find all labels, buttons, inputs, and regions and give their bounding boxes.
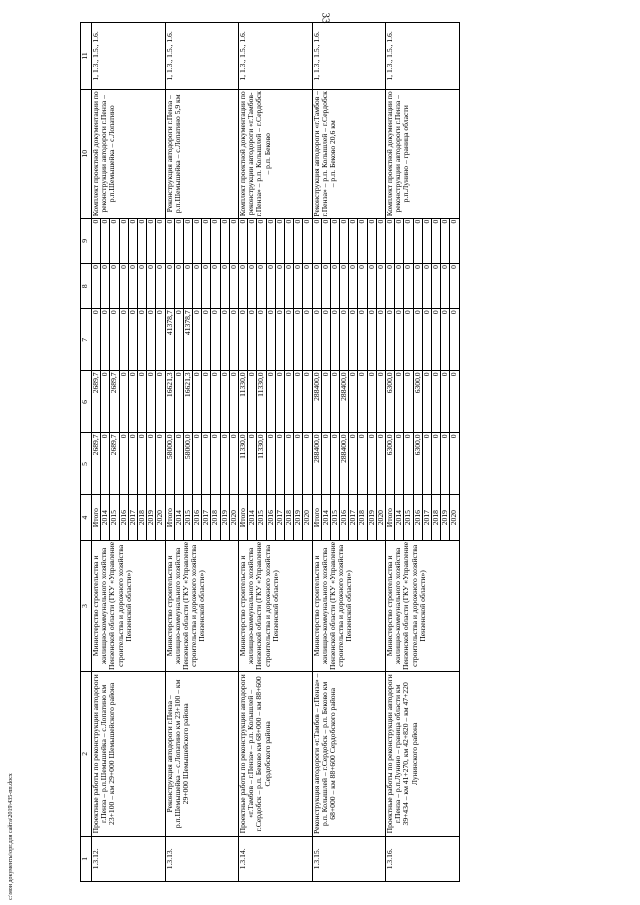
value-federal: 0 bbox=[128, 309, 137, 371]
value-local: 0 bbox=[165, 264, 174, 309]
value-total: 0 bbox=[376, 433, 385, 495]
value-regional: 0 bbox=[174, 371, 183, 433]
value-federal: 0 bbox=[174, 309, 183, 371]
value-regional: 0 bbox=[101, 371, 110, 433]
value-local: 0 bbox=[119, 264, 128, 309]
header-col-6: 6 bbox=[81, 371, 92, 433]
value-federal: 0 bbox=[101, 309, 110, 371]
value-other: 0 bbox=[165, 218, 174, 263]
header-col-8: 8 bbox=[81, 264, 92, 309]
rotated-table-area bbox=[80, 22, 560, 882]
value-regional: 0 bbox=[395, 371, 404, 433]
measure-work: Проектные работы по реконструкции автодороги «г.Тамбов – г.Пенза» – р.п. Колышлей – г.Сердобск – р.п. Беково км 68+000 – км 88+600 Сердобского района bbox=[239, 672, 313, 837]
value-total: 0 bbox=[220, 433, 229, 495]
value-federal: 0 bbox=[358, 309, 367, 371]
year-cell: 2018 bbox=[284, 495, 293, 540]
value-local: 0 bbox=[340, 264, 349, 309]
value-local: 0 bbox=[413, 264, 422, 309]
value-other: 0 bbox=[266, 218, 275, 263]
value-other: 0 bbox=[220, 218, 229, 263]
value-other: 0 bbox=[404, 218, 413, 263]
value-federal: 0 bbox=[312, 309, 321, 371]
year-cell: 2014 bbox=[101, 495, 110, 540]
year-cell: 2015 bbox=[183, 495, 192, 540]
measure-id: 1.3.16. bbox=[386, 836, 460, 881]
measure-result: Реконструкция автодороги «г.Тамбов – г.Пенза» – р.п. Колышлей – г.Сердобск – р.п. Беково 20,6 км bbox=[312, 89, 386, 218]
value-other: 0 bbox=[340, 218, 349, 263]
year-cell: Итого bbox=[165, 495, 174, 540]
header-col-9: 9 bbox=[81, 218, 92, 263]
value-total: 0 bbox=[202, 433, 211, 495]
measure-executor: Министерство строительства и жилищно-коммунального хозяйства Пензенской области (ГКУ «Управление строительства и дорожного хозяйства Пензенской области») bbox=[312, 540, 386, 671]
value-federal: 0 bbox=[193, 309, 202, 371]
value-local: 0 bbox=[330, 264, 339, 309]
value-federal: 0 bbox=[137, 309, 146, 371]
value-total: 0 bbox=[284, 433, 293, 495]
table-row bbox=[92, 23, 101, 882]
value-federal: 0 bbox=[413, 309, 422, 371]
measure-id: 1.3.12. bbox=[92, 836, 166, 881]
value-local: 0 bbox=[156, 264, 165, 309]
year-cell: 2018 bbox=[211, 495, 220, 540]
year-cell: 2016 bbox=[193, 495, 202, 540]
header-col-10: 10 bbox=[81, 89, 92, 218]
value-regional: 6300,0 bbox=[386, 371, 395, 433]
value-other: 0 bbox=[376, 218, 385, 263]
year-cell: 2015 bbox=[110, 495, 119, 540]
value-federal: 0 bbox=[431, 309, 440, 371]
value-regional: 0 bbox=[119, 371, 128, 433]
table-row bbox=[239, 23, 248, 882]
year-cell: 2019 bbox=[220, 495, 229, 540]
value-local: 0 bbox=[239, 264, 248, 309]
value-local: 0 bbox=[202, 264, 211, 309]
value-local: 0 bbox=[128, 264, 137, 309]
value-federal: 0 bbox=[294, 309, 303, 371]
value-other: 0 bbox=[128, 218, 137, 263]
value-federal: 0 bbox=[303, 309, 312, 371]
year-cell: Итого bbox=[92, 495, 101, 540]
value-federal: 0 bbox=[376, 309, 385, 371]
value-local: 0 bbox=[386, 264, 395, 309]
measure-id: 1.3.13. bbox=[165, 836, 239, 881]
value-total: 0 bbox=[431, 433, 440, 495]
value-regional: 288400,0 bbox=[312, 371, 321, 433]
value-total: 0 bbox=[147, 433, 156, 495]
value-regional: 0 bbox=[248, 371, 257, 433]
value-federal: 0 bbox=[349, 309, 358, 371]
value-other: 0 bbox=[174, 218, 183, 263]
value-other: 0 bbox=[239, 218, 248, 263]
value-federal: 0 bbox=[395, 309, 404, 371]
value-local: 0 bbox=[193, 264, 202, 309]
value-other: 0 bbox=[422, 218, 431, 263]
value-regional: 0 bbox=[358, 371, 367, 433]
value-local: 0 bbox=[229, 264, 238, 309]
header-col-1: 1 bbox=[81, 836, 92, 881]
measure-executor: Министерство строительства и жилищно-коммунального хозяйства Пензенской области (ГКУ «Управление строительства и дорожного хозяйства Пензенской области») bbox=[165, 540, 239, 671]
value-regional: 288400,0 bbox=[340, 371, 349, 433]
value-total: 0 bbox=[303, 433, 312, 495]
year-cell: 2017 bbox=[202, 495, 211, 540]
value-federal: 0 bbox=[257, 309, 266, 371]
value-total: 0 bbox=[275, 433, 284, 495]
value-federal: 0 bbox=[156, 309, 165, 371]
year-cell: 2017 bbox=[128, 495, 137, 540]
year-cell: 2019 bbox=[441, 495, 450, 540]
year-cell: Итого bbox=[386, 495, 395, 540]
value-other: 0 bbox=[101, 218, 110, 263]
value-other: 0 bbox=[312, 218, 321, 263]
value-other: 0 bbox=[321, 218, 330, 263]
value-local: 0 bbox=[101, 264, 110, 309]
value-local: 0 bbox=[284, 264, 293, 309]
year-cell: 2017 bbox=[349, 495, 358, 540]
year-cell: 2015 bbox=[404, 495, 413, 540]
value-other: 0 bbox=[367, 218, 376, 263]
year-cell: 2018 bbox=[137, 495, 146, 540]
value-total: 0 bbox=[156, 433, 165, 495]
year-cell: 2015 bbox=[330, 495, 339, 540]
value-local: 0 bbox=[367, 264, 376, 309]
value-local: 0 bbox=[450, 264, 459, 309]
value-total: 0 bbox=[358, 433, 367, 495]
value-other: 0 bbox=[211, 218, 220, 263]
value-local: 0 bbox=[358, 264, 367, 309]
value-federal: 0 bbox=[211, 309, 220, 371]
value-total: 0 bbox=[229, 433, 238, 495]
value-regional: 0 bbox=[349, 371, 358, 433]
value-other: 0 bbox=[202, 218, 211, 263]
value-regional: 0 bbox=[404, 371, 413, 433]
value-local: 0 bbox=[294, 264, 303, 309]
value-other: 0 bbox=[183, 218, 192, 263]
year-cell: 2017 bbox=[275, 495, 284, 540]
value-regional: 0 bbox=[193, 371, 202, 433]
value-federal: 0 bbox=[220, 309, 229, 371]
value-total: 11330,0 bbox=[239, 433, 248, 495]
value-local: 0 bbox=[303, 264, 312, 309]
measure-work: Реконструкция автодороги «г.Тамбов – г.Пенза» – р.п. Колышлей – г.Сердобск – р.п. Беково км 68+000 – км 88+600 Сердобского района bbox=[312, 672, 386, 837]
value-regional: 2689,7 bbox=[110, 371, 119, 433]
measure-indicators: 1, 1.3., 1.5., 1.6. bbox=[165, 23, 239, 90]
value-total: 288400,0 bbox=[312, 433, 321, 495]
value-other: 0 bbox=[257, 218, 266, 263]
value-local: 0 bbox=[321, 264, 330, 309]
table-body bbox=[92, 23, 460, 882]
measure-result: Комплект проектной документации по реконструкции автодороги «г.Тамбов-г.Пенза» – р.п. Колышлей – г.Сердобск – р.п. Беково bbox=[239, 89, 313, 218]
measure-result: Комплект проектной документации по реконструкции автодороги г.Пенза – р.п.Лунино – граница области bbox=[386, 89, 460, 218]
value-other: 0 bbox=[330, 218, 339, 263]
value-regional: 0 bbox=[376, 371, 385, 433]
measure-result: Комплект проектной документации по реконструкции автодороги г.Пенза – р.п.Шемышейка – с.Лопатино bbox=[92, 89, 166, 218]
value-local: 0 bbox=[312, 264, 321, 309]
year-cell: 2014 bbox=[321, 495, 330, 540]
value-total: 0 bbox=[193, 433, 202, 495]
value-total: 11330,0 bbox=[257, 433, 266, 495]
value-other: 0 bbox=[450, 218, 459, 263]
measure-indicators: 1, 1.3., 1.5., 1.6. bbox=[386, 23, 460, 90]
value-other: 0 bbox=[193, 218, 202, 263]
header-col-3: 3 bbox=[81, 540, 92, 671]
header-col-7: 7 bbox=[81, 309, 92, 371]
value-local: 0 bbox=[376, 264, 385, 309]
value-federal: 0 bbox=[110, 309, 119, 371]
year-cell: 2014 bbox=[395, 495, 404, 540]
value-federal: 0 bbox=[321, 309, 330, 371]
year-cell: 2020 bbox=[156, 495, 165, 540]
value-regional: 0 bbox=[422, 371, 431, 433]
measure-id: 1.3.15. bbox=[312, 836, 386, 881]
value-other: 0 bbox=[110, 218, 119, 263]
year-cell: 2019 bbox=[147, 495, 156, 540]
value-local: 0 bbox=[422, 264, 431, 309]
value-regional: 0 bbox=[156, 371, 165, 433]
value-regional: 6300,0 bbox=[413, 371, 422, 433]
value-regional: 16621,3 bbox=[183, 371, 192, 433]
year-cell: 2015 bbox=[257, 495, 266, 540]
value-local: 0 bbox=[248, 264, 257, 309]
year-cell: 2018 bbox=[358, 495, 367, 540]
value-local: 0 bbox=[349, 264, 358, 309]
year-cell: 2020 bbox=[450, 495, 459, 540]
table-row bbox=[312, 23, 321, 882]
value-total: 2689,7 bbox=[110, 433, 119, 495]
value-local: 0 bbox=[110, 264, 119, 309]
value-other: 0 bbox=[137, 218, 146, 263]
value-other: 0 bbox=[349, 218, 358, 263]
measure-indicators: 1, 1.3., 1.5., 1.6. bbox=[312, 23, 386, 90]
value-regional: 0 bbox=[330, 371, 339, 433]
value-local: 0 bbox=[431, 264, 440, 309]
value-total: 0 bbox=[422, 433, 431, 495]
year-cell: 2016 bbox=[340, 495, 349, 540]
value-regional: 0 bbox=[229, 371, 238, 433]
value-federal: 0 bbox=[147, 309, 156, 371]
value-total: 0 bbox=[404, 433, 413, 495]
value-local: 0 bbox=[211, 264, 220, 309]
year-cell: 2020 bbox=[229, 495, 238, 540]
value-local: 0 bbox=[183, 264, 192, 309]
value-other: 0 bbox=[275, 218, 284, 263]
value-total: 6300,0 bbox=[386, 433, 395, 495]
value-regional: 0 bbox=[450, 371, 459, 433]
measure-indicators: 1, 1.3., 1.5., 1.6. bbox=[92, 23, 166, 90]
value-local: 0 bbox=[174, 264, 183, 309]
value-total: 0 bbox=[174, 433, 183, 495]
year-cell: 2019 bbox=[367, 495, 376, 540]
value-federal: 0 bbox=[266, 309, 275, 371]
value-total: 2689,7 bbox=[92, 433, 101, 495]
year-cell: 2020 bbox=[303, 495, 312, 540]
value-total: 6300,0 bbox=[413, 433, 422, 495]
value-regional: 0 bbox=[128, 371, 137, 433]
table-row bbox=[386, 23, 395, 882]
header-col-4: 4 bbox=[81, 495, 92, 540]
value-local: 0 bbox=[147, 264, 156, 309]
value-other: 0 bbox=[284, 218, 293, 263]
value-total: 0 bbox=[367, 433, 376, 495]
value-local: 0 bbox=[441, 264, 450, 309]
measure-id: 1.3.14. bbox=[239, 836, 313, 881]
year-cell: 2019 bbox=[294, 495, 303, 540]
program-table bbox=[80, 22, 460, 882]
value-regional: 0 bbox=[431, 371, 440, 433]
value-regional: 0 bbox=[321, 371, 330, 433]
value-total: 0 bbox=[349, 433, 358, 495]
measure-result: Реконструкция автодороги г.Пенза – р.п.Шемышейка – с.Лопатино 5,9 км bbox=[165, 89, 239, 218]
year-cell: 2014 bbox=[248, 495, 257, 540]
year-cell: 2016 bbox=[266, 495, 275, 540]
value-total: 288400,0 bbox=[340, 433, 349, 495]
value-federal: 0 bbox=[441, 309, 450, 371]
value-total: 0 bbox=[266, 433, 275, 495]
value-federal: 0 bbox=[119, 309, 128, 371]
value-regional: 0 bbox=[284, 371, 293, 433]
value-regional: 0 bbox=[202, 371, 211, 433]
value-federal: 0 bbox=[229, 309, 238, 371]
page-number: 33 bbox=[319, 12, 332, 24]
measure-work: Проектные работы по реконструкции автодороги г.Пенза – р.п.Лунино – граница области км 39+434 – км 41+270, км 42+820 – км 47+220 Лунинского района bbox=[386, 672, 460, 837]
value-federal: 0 bbox=[367, 309, 376, 371]
value-other: 0 bbox=[386, 218, 395, 263]
header-col-11: 11 bbox=[81, 23, 92, 90]
year-cell: Итого bbox=[239, 495, 248, 540]
value-local: 0 bbox=[266, 264, 275, 309]
value-local: 0 bbox=[275, 264, 284, 309]
year-cell: Итого bbox=[312, 495, 321, 540]
value-federal: 0 bbox=[330, 309, 339, 371]
measure-work: Проектные работы по реконструкции автодороги г.Пенза – р.п.Шемышейка – с.Лопатино км 23+100 – км 29+000 Шемышейского района bbox=[92, 672, 166, 837]
year-cell: 2020 bbox=[376, 495, 385, 540]
value-regional: 11330,0 bbox=[257, 371, 266, 433]
value-local: 0 bbox=[404, 264, 413, 309]
value-total: 58000,0 bbox=[165, 433, 174, 495]
value-other: 0 bbox=[229, 218, 238, 263]
value-total: 0 bbox=[330, 433, 339, 495]
value-federal: 0 bbox=[239, 309, 248, 371]
value-regional: 0 bbox=[294, 371, 303, 433]
value-federal: 0 bbox=[284, 309, 293, 371]
value-other: 0 bbox=[248, 218, 257, 263]
table-row bbox=[165, 23, 174, 882]
year-cell: 2018 bbox=[431, 495, 440, 540]
value-other: 0 bbox=[156, 218, 165, 263]
value-regional: 0 bbox=[220, 371, 229, 433]
measure-executor: Министерство строительства и жилищно-коммунального хозяйства Пензенской области (ГКУ «Управление строительства и дорожного хозяйства Пензенской области») bbox=[92, 540, 166, 671]
value-other: 0 bbox=[303, 218, 312, 263]
value-total: 0 bbox=[211, 433, 220, 495]
value-total: 0 bbox=[128, 433, 137, 495]
value-federal: 41378,7 bbox=[183, 309, 192, 371]
value-other: 0 bbox=[413, 218, 422, 263]
value-local: 0 bbox=[395, 264, 404, 309]
year-cell: 2016 bbox=[413, 495, 422, 540]
value-other: 0 bbox=[294, 218, 303, 263]
value-local: 0 bbox=[137, 264, 146, 309]
value-federal: 0 bbox=[422, 309, 431, 371]
value-local: 0 bbox=[257, 264, 266, 309]
value-federal: 0 bbox=[404, 309, 413, 371]
value-total: 0 bbox=[395, 433, 404, 495]
value-total: 0 bbox=[137, 433, 146, 495]
value-regional: 0 bbox=[441, 371, 450, 433]
value-federal: 0 bbox=[386, 309, 395, 371]
value-federal: 0 bbox=[202, 309, 211, 371]
year-cell: 2014 bbox=[174, 495, 183, 540]
value-total: 0 bbox=[248, 433, 257, 495]
value-federal: 0 bbox=[340, 309, 349, 371]
value-other: 0 bbox=[119, 218, 128, 263]
value-total: 0 bbox=[101, 433, 110, 495]
value-federal: 0 bbox=[275, 309, 284, 371]
header-col-2: 2 bbox=[81, 672, 92, 837]
value-federal: 41378,7 bbox=[165, 309, 174, 371]
table-rotation-wrapper bbox=[80, 22, 560, 882]
value-total: 0 bbox=[450, 433, 459, 495]
measure-work: Реконструкция автодороги г.Пенза – р.п.Шемышейка – с.Лопатино км 23+100 – км 29+000 Шемышейского района bbox=[165, 672, 239, 837]
value-regional: 0 bbox=[266, 371, 275, 433]
value-other: 0 bbox=[395, 218, 404, 263]
value-local: 0 bbox=[92, 264, 101, 309]
value-regional: 0 bbox=[137, 371, 146, 433]
value-other: 0 bbox=[92, 218, 101, 263]
measure-executor: Министерство строительства и жилищно-коммунального хозяйства Пензенской области (ГКУ «Управление строительства и дорожного хозяйства Пензенской области») bbox=[386, 540, 460, 671]
value-total: 58000,0 bbox=[183, 433, 192, 495]
measure-executor: Министерство строительства и жилищно-коммунального хозяйства Пензенской области (ГКУ «Управление строительства и дорожного хозяйства Пензенской области») bbox=[239, 540, 313, 671]
value-total: 0 bbox=[441, 433, 450, 495]
header-row bbox=[81, 23, 92, 882]
value-local: 0 bbox=[220, 264, 229, 309]
value-regional: 11330,0 bbox=[239, 371, 248, 433]
footer-path: c:\мои документы\орг.для сайта\2019\435-пп.docx bbox=[8, 773, 14, 900]
value-federal: 0 bbox=[92, 309, 101, 371]
value-total: 0 bbox=[294, 433, 303, 495]
value-regional: 2689,7 bbox=[92, 371, 101, 433]
year-cell: 2017 bbox=[422, 495, 431, 540]
value-regional: 0 bbox=[275, 371, 284, 433]
header-col-5: 5 bbox=[81, 433, 92, 495]
value-other: 0 bbox=[431, 218, 440, 263]
value-total: 0 bbox=[119, 433, 128, 495]
year-cell: 2016 bbox=[119, 495, 128, 540]
value-federal: 0 bbox=[450, 309, 459, 371]
value-regional: 0 bbox=[303, 371, 312, 433]
value-other: 0 bbox=[147, 218, 156, 263]
value-regional: 0 bbox=[211, 371, 220, 433]
value-federal: 0 bbox=[248, 309, 257, 371]
value-regional: 0 bbox=[367, 371, 376, 433]
value-total: 0 bbox=[321, 433, 330, 495]
measure-indicators: 1, 1.3., 1.5., 1.6. bbox=[239, 23, 313, 90]
value-regional: 0 bbox=[147, 371, 156, 433]
value-other: 0 bbox=[358, 218, 367, 263]
value-other: 0 bbox=[441, 218, 450, 263]
value-regional: 16621,3 bbox=[165, 371, 174, 433]
